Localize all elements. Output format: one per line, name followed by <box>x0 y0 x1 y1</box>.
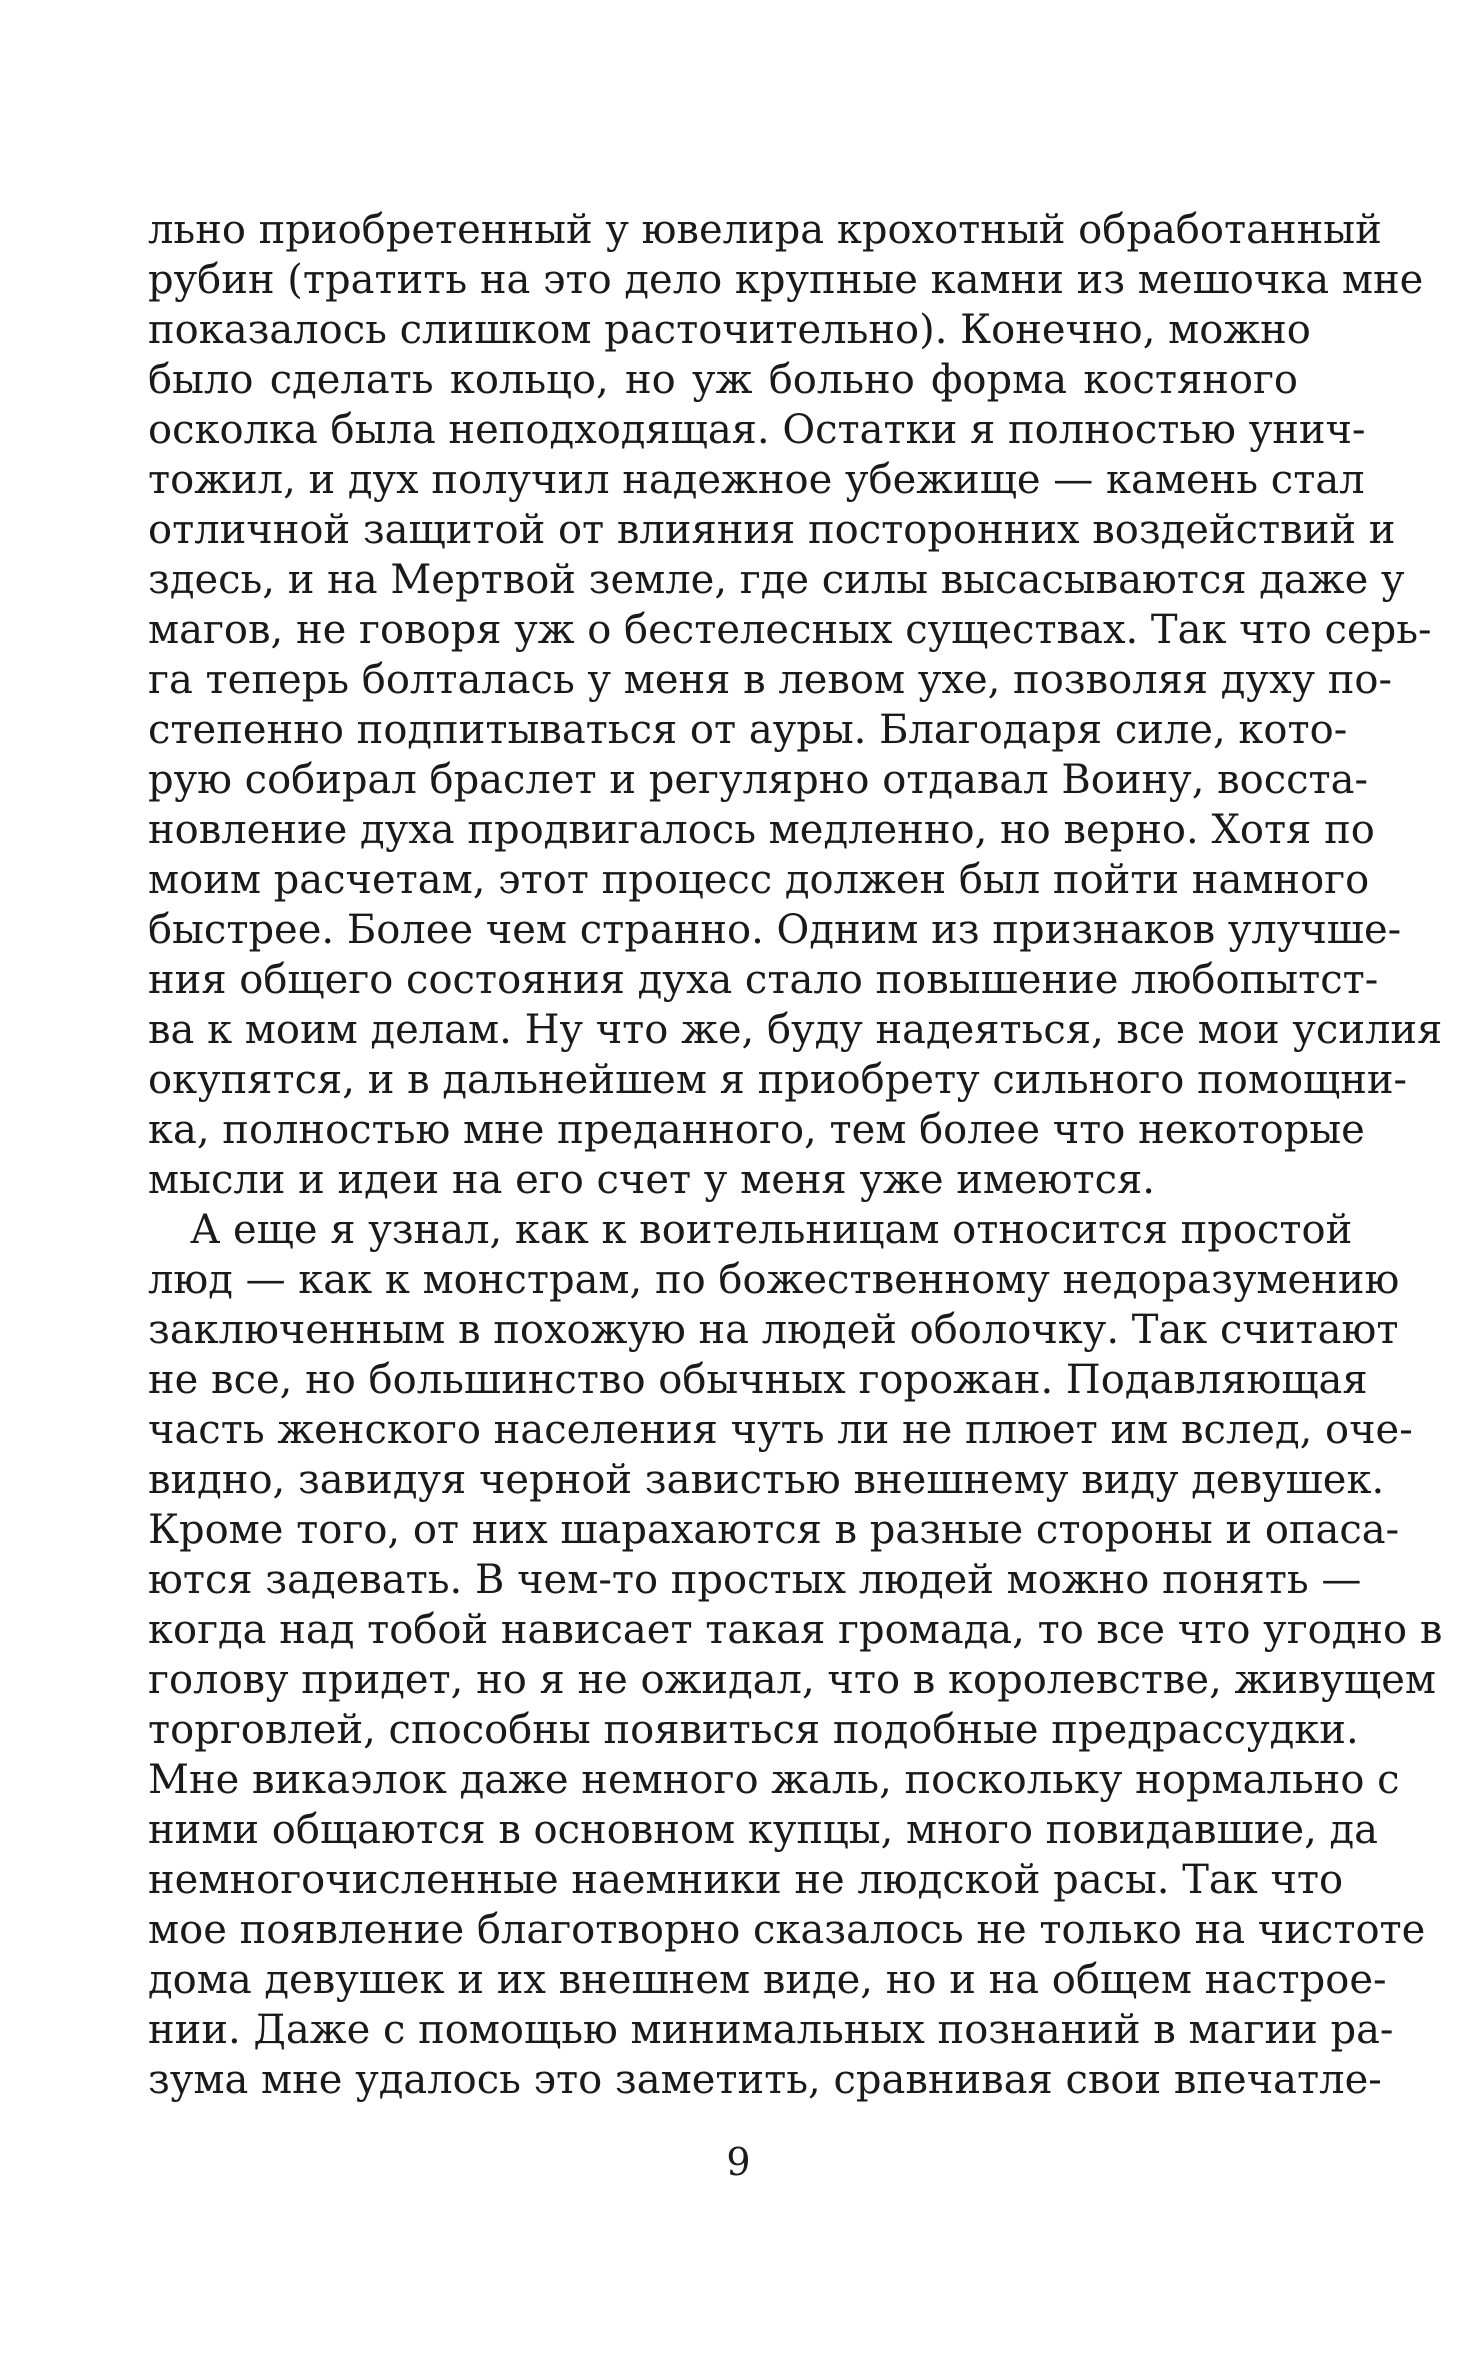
text-line: было сделать кольцо, но уж больно форма костяного <box>148 357 1298 403</box>
text-line: ются задевать. В чем-то простых людей можно понять — <box>148 1557 1362 1603</box>
text-line: ними общаются в основном купцы, много повидавшие, да <box>148 1807 1378 1853</box>
text-line: торговлей, способны появиться подобные предрассудки. <box>148 1707 1359 1753</box>
text-line: Кроме того, от них шарахаются в разные стороны и опаса- <box>148 1507 1400 1553</box>
text-line: новление духа продвигалось медленно, но верно. Хотя по <box>148 807 1375 853</box>
text-line: ния общего состояния духа стало повышение любопытст- <box>148 957 1379 1003</box>
text-line: рую собирал браслет и регулярно отдавал Воину, восста- <box>148 757 1369 803</box>
text-line: магов, не говоря уж о бестелесных существах. Так что серь- <box>148 607 1432 653</box>
text-line: когда над тобой нависает такая громада, то все что угодно в <box>148 1607 1443 1653</box>
text-line: мысли и идеи на его счет у меня уже имеются. <box>148 1157 1155 1203</box>
text-line: степенно подпитываться от ауры. Благодаря силе, кото- <box>148 707 1348 753</box>
text-line: здесь, и на Мертвой земле, где силы высасываются даже у <box>148 557 1405 603</box>
text-line: рубин (тратить на это дело крупные камни из мешочка мне <box>148 257 1424 303</box>
text-line: люд — как к монстрам, по божественному недоразумению <box>148 1257 1400 1303</box>
text-line: не все, но большинство обычных горожан. Подавляющая <box>148 1357 1368 1403</box>
text-line: отличной защитой от влияния посторонних воздействий и <box>148 507 1396 553</box>
text-line: окупятся, и в дальнейшем я приобрету сильного помощни- <box>148 1057 1408 1103</box>
text-line: А еще я узнал, как к воительницам относится простой <box>190 1207 1353 1253</box>
paragraph <box>148 205 1443 1205</box>
text-line: быстрее. Более чем странно. Одним из признаков улучше- <box>148 907 1402 953</box>
text-line: голову придет, но я не ожидал, что в королевстве, живущем <box>148 1657 1437 1703</box>
page-number: 9 <box>726 2140 751 2184</box>
body-text <box>148 205 1443 2105</box>
text-line: ка, полностью мне преданного, тем более что некоторые <box>148 1107 1365 1153</box>
text-line: Мне викаэлок даже немного жаль, поскольку нормально с <box>148 1757 1400 1803</box>
text-line: дома девушек и их внешнем виде, но и на общем настрое- <box>148 1957 1387 2003</box>
text-line: зума мне удалось это заметить, сравнивая свои впечатле- <box>148 2057 1382 2103</box>
text-line: моим расчетам, этот процесс должен был пойти намного <box>148 857 1370 903</box>
text-line: показалось слишком расточительно). Конечно, можно <box>148 307 1311 353</box>
text-line: ва к моим делам. Ну что же, буду надеяться, все мои усилия <box>148 1007 1443 1053</box>
text-line: немногочисленные наемники не людской расы. Так что <box>148 1857 1344 1903</box>
text-line: тожил, и дух получил надежное убежище — камень стал <box>148 457 1365 503</box>
text-line: нии. Даже с помощью минимальных познаний в магии ра- <box>148 2007 1394 2053</box>
text-line: осколка была неподходящая. Остатки я полностью унич- <box>148 407 1366 453</box>
paragraph <box>148 1205 1443 2105</box>
text-line: часть женского населения чуть ли не плюет им вслед, оче- <box>148 1407 1413 1453</box>
text-line: льно приобретенный у ювелира крохотный обработанный <box>148 207 1382 253</box>
text-line: мое появление благотворно сказалось не только на чистоте <box>148 1907 1426 1953</box>
text-line: га теперь болталась у меня в левом ухе, позволяя духу по- <box>148 657 1393 703</box>
text-line: видно, завидуя черной завистью внешнему виду девушек. <box>148 1457 1385 1503</box>
text-line: заключенным в похожую на людей оболочку. Так считают <box>148 1307 1399 1353</box>
